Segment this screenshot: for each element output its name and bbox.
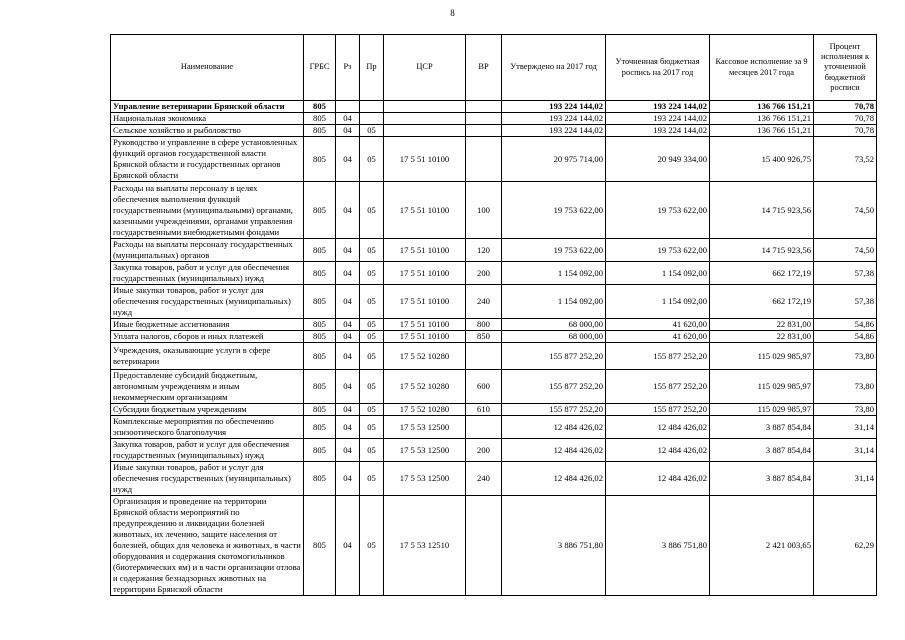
cell-pr: 05 — [360, 439, 384, 462]
table-row — [111, 416, 877, 439]
cell-rz: 04 — [336, 343, 360, 370]
cell-cash: 14 715 923,56 — [710, 239, 814, 262]
cell-approved: 193 224 144,02 — [502, 101, 606, 113]
cell-vr — [466, 137, 502, 182]
cell-refined: 20 949 334,00 — [606, 137, 710, 182]
cell-percent: 62,29 — [814, 496, 877, 596]
cell-name: Расходы на выплаты персоналу в целях обеспечения выполнения функций государственными (муниципальными) органами, казенными учреждениями, органами управления государственными внебюджетными фондами — [111, 182, 304, 239]
cell-refined: 1 154 092,00 — [606, 262, 710, 285]
cell-cash: 136 766 151,21 — [710, 101, 814, 113]
cell-vr: 120 — [466, 239, 502, 262]
table-row — [111, 182, 877, 239]
cell-grbs: 805 — [304, 462, 336, 496]
cell-refined: 193 224 144,02 — [606, 125, 710, 137]
table-row — [111, 496, 877, 596]
cell-percent: 54,86 — [814, 319, 877, 331]
table-row — [111, 125, 877, 137]
cell-vr — [466, 113, 502, 125]
cell-csr: 17 5 52 10280 — [384, 404, 466, 416]
table-row — [111, 113, 877, 125]
cell-refined: 155 877 252,20 — [606, 343, 710, 370]
cell-refined: 155 877 252,20 — [606, 370, 710, 404]
cell-csr: 17 5 51 10100 — [384, 262, 466, 285]
cell-grbs: 805 — [304, 262, 336, 285]
cell-name: Сельское хозяйство и рыболовство — [111, 125, 304, 137]
cell-rz: 04 — [336, 239, 360, 262]
cell-refined: 41 620,00 — [606, 319, 710, 331]
cell-pr: 05 — [360, 182, 384, 239]
cell-approved: 193 224 144,02 — [502, 125, 606, 137]
cell-grbs: 805 — [304, 285, 336, 319]
header-csr: ЦСР — [384, 35, 466, 101]
table-row — [111, 370, 877, 404]
cell-csr: 17 5 53 12500 — [384, 462, 466, 496]
header-grbs: ГРБС — [304, 35, 336, 101]
cell-rz: 04 — [336, 113, 360, 125]
table-row — [111, 319, 877, 331]
header-percent: Процент исполнения к уточненной бюджетной росписи — [814, 35, 877, 101]
cell-csr: 17 5 51 10100 — [384, 239, 466, 262]
table-row — [111, 439, 877, 462]
cell-percent: 31,14 — [814, 439, 877, 462]
cell-pr: 05 — [360, 125, 384, 137]
cell-approved: 1 154 092,00 — [502, 285, 606, 319]
header-row — [111, 35, 877, 101]
cell-pr: 05 — [360, 404, 384, 416]
cell-vr: 850 — [466, 331, 502, 343]
cell-name: Расходы на выплаты персоналу государственных (муниципальных) органов — [111, 239, 304, 262]
header-approved: Утверждено на 2017 год — [502, 35, 606, 101]
cell-cash: 14 715 923,56 — [710, 182, 814, 239]
header-rz: Рз — [336, 35, 360, 101]
cell-refined: 19 753 622,00 — [606, 239, 710, 262]
table-row — [111, 262, 877, 285]
cell-vr — [466, 496, 502, 596]
cell-pr: 05 — [360, 285, 384, 319]
cell-refined: 193 224 144,02 — [606, 101, 710, 113]
table-row — [111, 343, 877, 370]
cell-rz: 04 — [336, 496, 360, 596]
cell-approved: 19 753 622,00 — [502, 182, 606, 239]
cell-grbs: 805 — [304, 319, 336, 331]
table-row — [111, 101, 877, 113]
cell-name: Иные бюджетные ассигнования — [111, 319, 304, 331]
cell-vr: 240 — [466, 462, 502, 496]
cell-approved: 155 877 252,20 — [502, 343, 606, 370]
cell-percent: 73,80 — [814, 404, 877, 416]
header-pr: Пр — [360, 35, 384, 101]
cell-vr: 800 — [466, 319, 502, 331]
cell-rz: 04 — [336, 262, 360, 285]
cell-csr — [384, 125, 466, 137]
budget-table — [110, 34, 877, 596]
cell-name: Учреждения, оказывающие услуги в сфере ветеринарии — [111, 343, 304, 370]
cell-pr: 05 — [360, 462, 384, 496]
cell-vr — [466, 101, 502, 113]
cell-cash: 662 172,19 — [710, 262, 814, 285]
cell-cash: 662 172,19 — [710, 285, 814, 319]
cell-cash: 115 029 985,97 — [710, 404, 814, 416]
cell-pr: 05 — [360, 137, 384, 182]
cell-csr: 17 5 51 10100 — [384, 331, 466, 343]
table-row — [111, 137, 877, 182]
cell-percent: 57,38 — [814, 285, 877, 319]
cell-csr: 17 5 53 12500 — [384, 416, 466, 439]
header-refined: Уточненная бюджетная роспись на 2017 год — [606, 35, 710, 101]
page-number: 8 — [450, 8, 455, 18]
cell-csr: 17 5 52 10280 — [384, 370, 466, 404]
header-cash: Кассовое исполнение за 9 месяцев 2017 года — [710, 35, 814, 101]
cell-percent: 73,52 — [814, 137, 877, 182]
cell-pr: 05 — [360, 370, 384, 404]
cell-approved: 12 484 426,02 — [502, 439, 606, 462]
cell-approved: 3 886 751,80 — [502, 496, 606, 596]
cell-percent: 74,50 — [814, 239, 877, 262]
cell-approved: 12 484 426,02 — [502, 416, 606, 439]
table-row — [111, 239, 877, 262]
cell-cash: 115 029 985,97 — [710, 343, 814, 370]
cell-percent: 54,86 — [814, 331, 877, 343]
cell-csr — [384, 113, 466, 125]
cell-grbs: 805 — [304, 239, 336, 262]
cell-vr — [466, 125, 502, 137]
cell-refined: 12 484 426,02 — [606, 462, 710, 496]
cell-grbs: 805 — [304, 370, 336, 404]
cell-rz: 04 — [336, 416, 360, 439]
cell-name: Субсидии бюджетным учреждениям — [111, 404, 304, 416]
cell-vr: 610 — [466, 404, 502, 416]
cell-refined: 19 753 622,00 — [606, 182, 710, 239]
cell-approved: 20 975 714,00 — [502, 137, 606, 182]
cell-pr: 05 — [360, 262, 384, 285]
cell-name: Иные закупки товаров, работ и услуг для обеспечения государственных (муниципальных) нужд — [111, 462, 304, 496]
cell-name: Предоставление субсидий бюджетным, автономным учреждениям и иным некоммерческим организациям — [111, 370, 304, 404]
header-vr: ВР — [466, 35, 502, 101]
cell-refined: 193 224 144,02 — [606, 113, 710, 125]
cell-refined: 155 877 252,20 — [606, 404, 710, 416]
cell-grbs: 805 — [304, 137, 336, 182]
cell-vr — [466, 343, 502, 370]
cell-refined: 12 484 426,02 — [606, 439, 710, 462]
cell-cash: 3 887 854,84 — [710, 416, 814, 439]
cell-csr: 17 5 53 12510 — [384, 496, 466, 596]
cell-vr: 240 — [466, 285, 502, 319]
cell-grbs: 805 — [304, 343, 336, 370]
cell-csr: 17 5 53 12500 — [384, 439, 466, 462]
cell-rz: 04 — [336, 462, 360, 496]
cell-vr: 600 — [466, 370, 502, 404]
cell-rz: 04 — [336, 182, 360, 239]
cell-pr — [360, 101, 384, 113]
cell-csr: 17 5 51 10100 — [384, 285, 466, 319]
cell-name: Закупка товаров, работ и услуг для обеспечения государственных (муниципальных) нужд — [111, 439, 304, 462]
cell-percent: 31,14 — [814, 462, 877, 496]
cell-cash: 115 029 985,97 — [710, 370, 814, 404]
cell-name: Уплата налогов, сборов и иных платежей — [111, 331, 304, 343]
cell-vr: 200 — [466, 439, 502, 462]
cell-rz: 04 — [336, 285, 360, 319]
cell-csr — [384, 101, 466, 113]
cell-grbs: 805 — [304, 113, 336, 125]
cell-rz: 04 — [336, 331, 360, 343]
cell-refined: 41 620,00 — [606, 331, 710, 343]
cell-refined: 3 886 751,80 — [606, 496, 710, 596]
cell-percent: 31,14 — [814, 416, 877, 439]
cell-percent: 70,78 — [814, 101, 877, 113]
cell-percent: 73,80 — [814, 343, 877, 370]
cell-percent: 70,78 — [814, 113, 877, 125]
cell-approved: 12 484 426,02 — [502, 462, 606, 496]
cell-cash: 15 400 926,75 — [710, 137, 814, 182]
cell-csr: 17 5 51 10100 — [384, 319, 466, 331]
cell-csr: 17 5 51 10100 — [384, 182, 466, 239]
cell-cash: 136 766 151,21 — [710, 125, 814, 137]
cell-rz: 04 — [336, 439, 360, 462]
cell-name: Руководство и управление в сфере установленных функций органов государственной власти Брянской области и государственных органов Брянской области — [111, 137, 304, 182]
cell-pr — [360, 113, 384, 125]
cell-approved: 1 154 092,00 — [502, 262, 606, 285]
cell-cash: 3 887 854,84 — [710, 439, 814, 462]
cell-grbs: 805 — [304, 101, 336, 113]
cell-refined: 1 154 092,00 — [606, 285, 710, 319]
cell-percent: 70,78 — [814, 125, 877, 137]
cell-percent: 74,50 — [814, 182, 877, 239]
cell-percent: 57,38 — [814, 262, 877, 285]
cell-pr: 05 — [360, 331, 384, 343]
cell-rz: 04 — [336, 319, 360, 331]
table-row — [111, 404, 877, 416]
cell-approved: 155 877 252,20 — [502, 370, 606, 404]
table-row — [111, 285, 877, 319]
cell-csr: 17 5 52 10280 — [384, 343, 466, 370]
cell-approved: 155 877 252,20 — [502, 404, 606, 416]
cell-rz: 04 — [336, 404, 360, 416]
cell-approved: 19 753 622,00 — [502, 239, 606, 262]
cell-cash: 2 421 003,65 — [710, 496, 814, 596]
cell-vr — [466, 416, 502, 439]
cell-name: Иные закупки товаров, работ и услуг для обеспечения государственных (муниципальных) нужд — [111, 285, 304, 319]
cell-name: Национальная экономика — [111, 113, 304, 125]
cell-percent: 73,80 — [814, 370, 877, 404]
table-body — [111, 101, 877, 596]
cell-grbs: 805 — [304, 182, 336, 239]
cell-grbs: 805 — [304, 496, 336, 596]
cell-rz: 04 — [336, 370, 360, 404]
cell-pr: 05 — [360, 416, 384, 439]
cell-grbs: 805 — [304, 416, 336, 439]
cell-name: Комплексные мероприятия по обеспечению эпизоотического благополучия — [111, 416, 304, 439]
cell-rz: 04 — [336, 137, 360, 182]
cell-rz: 04 — [336, 125, 360, 137]
cell-pr: 05 — [360, 496, 384, 596]
cell-approved: 68 000,00 — [502, 331, 606, 343]
cell-name: Организация и проведение на территории Брянской области мероприятий по предупреждению и ликвидации болезней животных, их лечению, защите населения от болезней, общих для человека и животных, в части оборудования и содержания скотомогильников (биотермических ям) и в части организации отлова и содержания безнадзорных животных на территории Брянской области — [111, 496, 304, 596]
cell-grbs: 805 — [304, 331, 336, 343]
cell-approved: 193 224 144,02 — [502, 113, 606, 125]
cell-refined: 12 484 426,02 — [606, 416, 710, 439]
cell-grbs: 805 — [304, 125, 336, 137]
cell-pr: 05 — [360, 343, 384, 370]
cell-grbs: 805 — [304, 439, 336, 462]
header-name: Наименование — [111, 35, 304, 101]
cell-cash: 136 766 151,21 — [710, 113, 814, 125]
cell-vr: 200 — [466, 262, 502, 285]
cell-name: Управление ветеринарии Брянской области — [111, 101, 304, 113]
cell-grbs: 805 — [304, 404, 336, 416]
cell-name: Закупка товаров, работ и услуг для обеспечения государственных (муниципальных) нужд — [111, 262, 304, 285]
cell-csr: 17 5 51 10100 — [384, 137, 466, 182]
cell-cash: 22 831,00 — [710, 319, 814, 331]
cell-pr: 05 — [360, 239, 384, 262]
cell-rz — [336, 101, 360, 113]
cell-cash: 3 887 854,84 — [710, 462, 814, 496]
cell-approved: 68 000,00 — [502, 319, 606, 331]
table-row — [111, 462, 877, 496]
cell-pr: 05 — [360, 319, 384, 331]
table-row — [111, 331, 877, 343]
cell-cash: 22 831,00 — [710, 331, 814, 343]
cell-vr: 100 — [466, 182, 502, 239]
